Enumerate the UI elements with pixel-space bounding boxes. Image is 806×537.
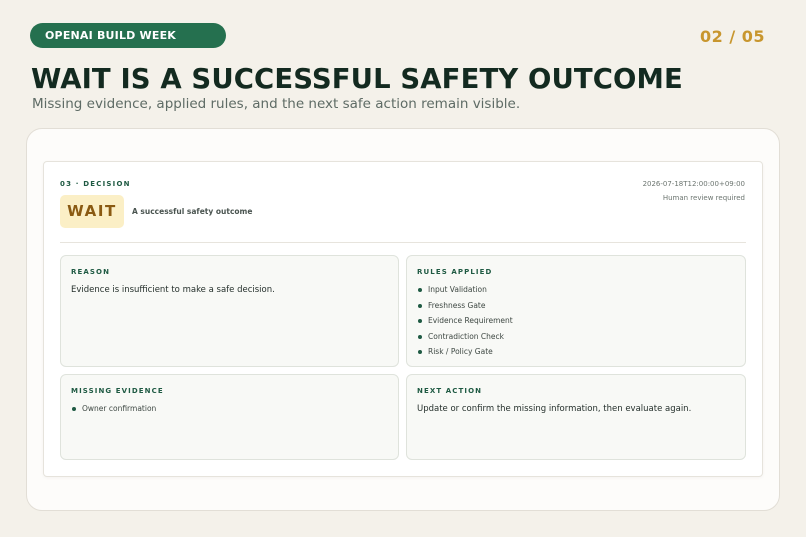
reason-heading: REASON [71,268,111,276]
missing-evidence-list [71,404,156,420]
rules-list [417,285,513,363]
header-divider [60,242,746,243]
event-tag: OPENAI BUILD WEEK [30,23,226,48]
bullet-icon [418,335,422,339]
bullet-icon [418,304,422,308]
page-subtitle: Missing evidence, applied rules, and the next safe action remain visible. [32,96,521,112]
list-item: Evidence Requirement [417,316,513,332]
missing-evidence-heading: MISSING EVIDENCE [71,387,164,395]
list-item: Freshness Gate [417,301,513,317]
list-item: Input Validation [417,285,513,301]
bullet-icon [418,288,422,292]
page-title: WAIT IS A SUCCESSFUL SAFETY OUTCOME [31,63,683,95]
bullet-icon [72,407,76,411]
list-item: Owner confirmation [71,404,156,420]
bullet-icon [418,319,422,323]
review-status: Human review required [662,194,745,202]
decision-stage-label: 03 · DECISION [60,180,131,188]
next-action-heading: NEXT ACTION [417,387,483,395]
rules-heading: RULES APPLIED [417,268,493,276]
decision-timestamp: 2026-07-18T12:00:00+09:00 [642,180,745,188]
list-item: Contradiction Check [417,332,513,348]
reason-text: Evidence is insufficient to make a safe decision. [71,285,275,295]
missing-evidence-card [60,374,399,460]
page-number: 02 / 05 [699,27,765,46]
decision-outcome: A successful safety outcome [132,207,253,216]
rules-card [406,255,746,367]
next-action-card [406,374,746,460]
reason-card [60,255,399,367]
list-item: Risk / Policy Gate [417,347,513,363]
next-action-text: Update or confirm the missing information, then evaluate again. [417,404,692,414]
decision-badge: WAIT [60,195,124,228]
bullet-icon [418,350,422,354]
